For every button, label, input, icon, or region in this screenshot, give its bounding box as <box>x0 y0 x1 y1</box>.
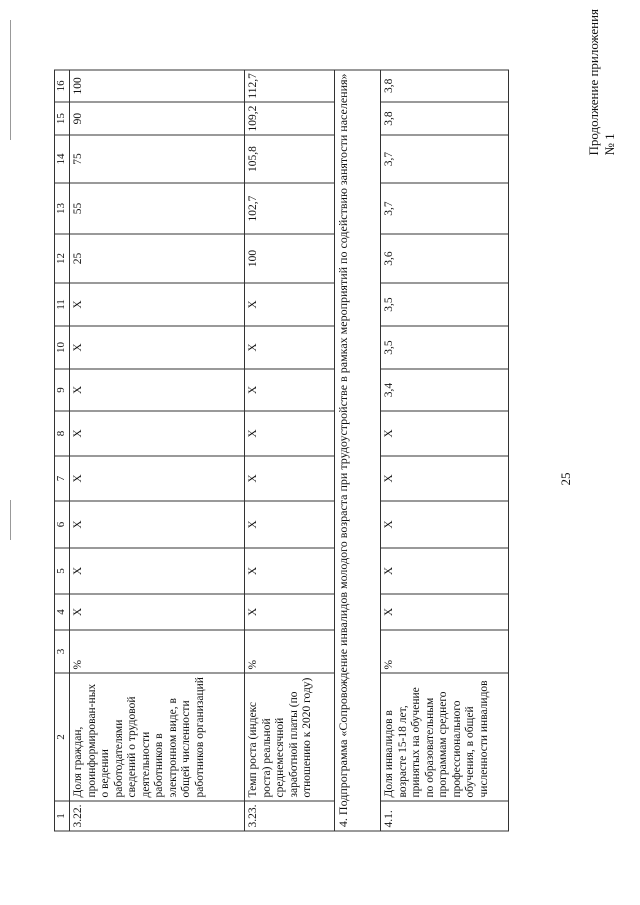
header-cell: 14 <box>55 135 70 183</box>
header-cell: 6 <box>55 501 70 548</box>
value-cell: Х <box>70 594 245 630</box>
indicator-name: Темп роста (индекс роста) реальной среднемесячной заработной платы (по отношению к 2020 году) <box>245 673 335 801</box>
header-cell: 8 <box>55 411 70 456</box>
header-cell: 10 <box>55 326 70 369</box>
header-cell: 11 <box>55 283 70 326</box>
value-cell: 105,8 <box>245 135 335 183</box>
unit-cell: % <box>70 630 245 673</box>
subprogram-title: 4. Подпрограмма «Сопровождение инвалидов молодого возраста при трудоустройстве в рамках мероприятий по содействию занятости населения» <box>335 69 381 830</box>
indicators-table <box>54 69 509 831</box>
value-cell: Х <box>70 283 245 326</box>
value-cell: 3,6 <box>381 234 509 283</box>
value-cell: Х <box>381 501 509 548</box>
indicator-name: Доля граждан, проинформирован-ных о ведении работодателями сведений о трудовой деятельности работников в электронном виде, в общей численности работников организаций <box>70 673 245 801</box>
value-cell: Х <box>245 594 335 630</box>
table-row <box>245 69 335 830</box>
page-number: 25 <box>558 472 573 485</box>
value-cell: 3,4 <box>381 369 509 411</box>
value-cell: 3,8 <box>381 69 509 102</box>
value-cell: 90 <box>70 102 245 135</box>
value-cell: Х <box>70 326 245 369</box>
header-cell: 16 <box>55 69 70 102</box>
subprogram-row <box>335 69 381 830</box>
unit-cell: % <box>381 630 509 673</box>
header-cell: 13 <box>55 183 70 234</box>
header-cell: 5 <box>55 548 70 594</box>
value-cell: 25 <box>70 234 245 283</box>
table-row <box>381 69 509 830</box>
header-cell: 3 <box>55 630 70 673</box>
value-cell: 3,7 <box>381 135 509 183</box>
value-cell: Х <box>70 456 245 501</box>
value-cell: Х <box>70 501 245 548</box>
value-cell: Х <box>245 411 335 456</box>
value-cell: 3,7 <box>381 183 509 234</box>
value-cell: 75 <box>70 135 245 183</box>
value-cell: Х <box>70 369 245 411</box>
header-cell: 7 <box>55 456 70 501</box>
value-cell: 102,7 <box>245 183 335 234</box>
value-cell: Х <box>245 283 335 326</box>
value-cell: 100 <box>245 234 335 283</box>
value-cell: Х <box>381 594 509 630</box>
table-row <box>70 69 245 830</box>
indicator-name: Доля инвалидов в возрасте 15-18 лет, принятых на обучение по образовательным программам среднего профессионального обучения, в общей численности инвалидов <box>381 673 509 801</box>
header-cell: 2 <box>55 673 70 801</box>
value-cell: Х <box>70 548 245 594</box>
value-cell: 3,5 <box>381 326 509 369</box>
value-cell: 109,2 <box>245 102 335 135</box>
header-cell: 1 <box>55 801 70 831</box>
value-cell: Х <box>245 548 335 594</box>
value-cell: 3,8 <box>381 102 509 135</box>
value-cell: Х <box>245 369 335 411</box>
value-cell: 55 <box>70 183 245 234</box>
header-cell: 9 <box>55 369 70 411</box>
value-cell: Х <box>381 456 509 501</box>
value-cell: Х <box>381 411 509 456</box>
header-cell: 12 <box>55 234 70 283</box>
value-cell: Х <box>245 326 335 369</box>
unit-cell: % <box>245 630 335 673</box>
header-cell: 4 <box>55 594 70 630</box>
value-cell: 112,7 <box>245 69 335 102</box>
value-cell: Х <box>70 411 245 456</box>
row-number: 3.23. <box>245 801 335 831</box>
row-number: 4.1. <box>381 801 509 831</box>
value-cell: Х <box>381 548 509 594</box>
value-cell: Х <box>245 456 335 501</box>
row-number: 3.22. <box>70 801 245 831</box>
appendix-caption: Продолжение приложения № 1 <box>586 8 617 155</box>
header-row <box>55 69 70 830</box>
header-cell: 15 <box>55 102 70 135</box>
value-cell: Х <box>245 501 335 548</box>
value-cell: 3,5 <box>381 283 509 326</box>
value-cell: 100 <box>70 69 245 102</box>
